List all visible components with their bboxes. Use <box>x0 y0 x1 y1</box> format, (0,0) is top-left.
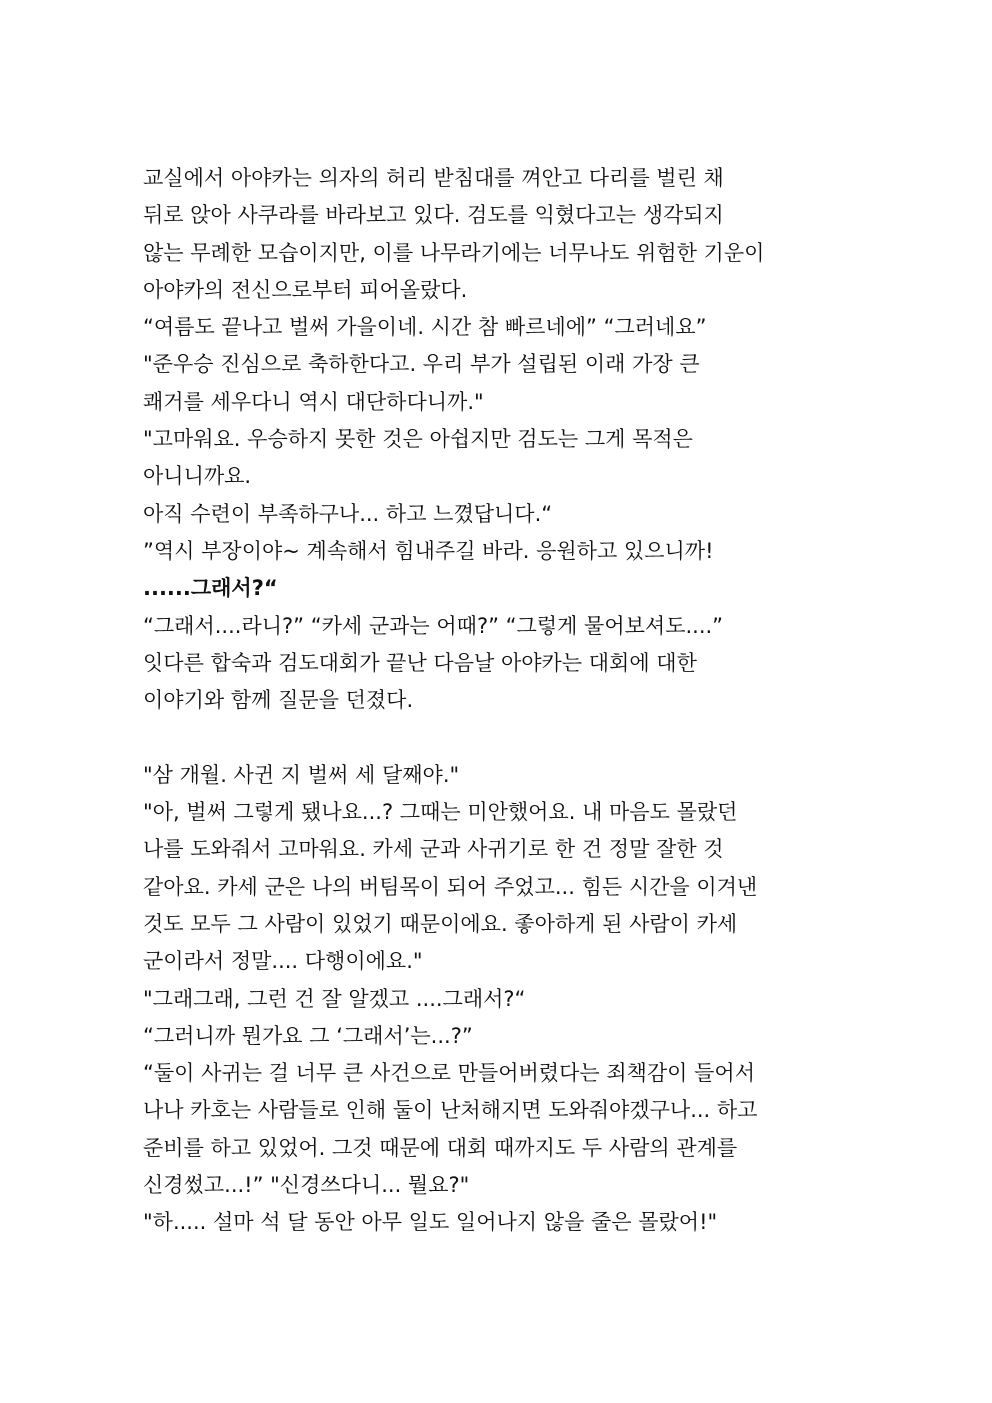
text-line: "고마워요. 우승하지 못한 것은 아쉽지만 검도는 그게 목적은 <box>143 427 693 452</box>
text-line: 준비를 하고 있었어. 그것 때문에 대회 때까지도 두 사람의 관계를 <box>143 1135 738 1160</box>
text-line: 뒤로 앉아 사쿠라를 바라보고 있다. 검도를 익혔다고는 생각되지 <box>143 203 724 228</box>
text-line: "준우승 진심으로 축하한다고. 우리 부가 설립된 이래 가장 큰 <box>143 352 700 377</box>
blank-line <box>143 719 863 756</box>
text-line: 나나 카호는 사람들로 인해 둘이 난처해지면 도와줘야겠구나... 하고 <box>143 1098 758 1123</box>
text-line: 신경썼고...!” "신경쓰다니... 뭘요?" <box>143 1173 470 1198</box>
text-line: ”역시 부장이야~ 계속해서 힘내주길 바라. 응원하고 있으니까! <box>143 538 714 563</box>
text-line: "삼 개월. 사귄 지 벌써 세 달째야." <box>143 762 460 787</box>
text-line: 나를 도와줘서 고마워요. 카세 군과 사귀기로 한 건 정말 잘한 것 <box>143 837 724 862</box>
text-line: “그래서....라니?” “카세 군과는 어때?” “그렇게 물어보셔도....” <box>143 613 724 638</box>
text-line: 아야카의 전신으로부터 피어올랐다. <box>143 277 468 302</box>
text-line: 아니니까요. <box>143 464 252 489</box>
text-line: "그래그래, 그런 건 잘 알겠고 ....그래서?“ <box>143 986 526 1011</box>
text-line: “그러니까 뭔가요 그 ‘그래서’는...?” <box>143 1023 473 1048</box>
text-line: 교실에서 아야카는 의자의 허리 받침대를 껴안고 다리를 벌린 채 <box>143 166 724 190</box>
text-line: 군이라서 정말.... 다행이에요." <box>143 949 423 974</box>
text-line: 같아요. 카세 군은 나의 버팀목이 되어 주었고... 힘든 시간을 이겨낸 <box>143 874 758 899</box>
text-line: 잇다른 합숙과 검도대회가 끝난 다음날 아야카는 대회에 대한 <box>143 650 697 675</box>
text-line: “여름도 끝나고 벌써 가을이네. 시간 참 빠르네에” “그러네요” <box>143 315 707 340</box>
text-line: “둘이 사귀는 걸 너무 큰 사건으로 만들어버렸다는 죄책감이 들어서 <box>143 1061 756 1086</box>
text-line: "하..... 설마 석 달 동안 아무 일도 일어나지 않을 줄은 몰랐어!" <box>143 1210 718 1235</box>
text-line: 이야기와 함께 질문을 던졌다. <box>143 688 414 713</box>
text-line: "아, 벌써 그렇게 됐나요...? 그때는 미안했어요. 내 마음도 몰랐던 <box>143 800 738 825</box>
document-text <box>143 160 863 1242</box>
text-line: 것도 모두 그 사람이 있었기 때문이에요. 좋아하게 된 사람이 카세 <box>143 911 738 936</box>
text-line-bold: ......그래서?“ <box>143 576 278 601</box>
text-line: 쾌거를 세우다니 역시 대단하다니까." <box>143 389 484 414</box>
text-line: 아직 수련이 부족하구나... 하고 느꼈답니다.“ <box>143 501 553 526</box>
text-line: 않는 무례한 모습이지만, 이를 나무라기에는 너무나도 위험한 기운이 <box>143 240 765 265</box>
